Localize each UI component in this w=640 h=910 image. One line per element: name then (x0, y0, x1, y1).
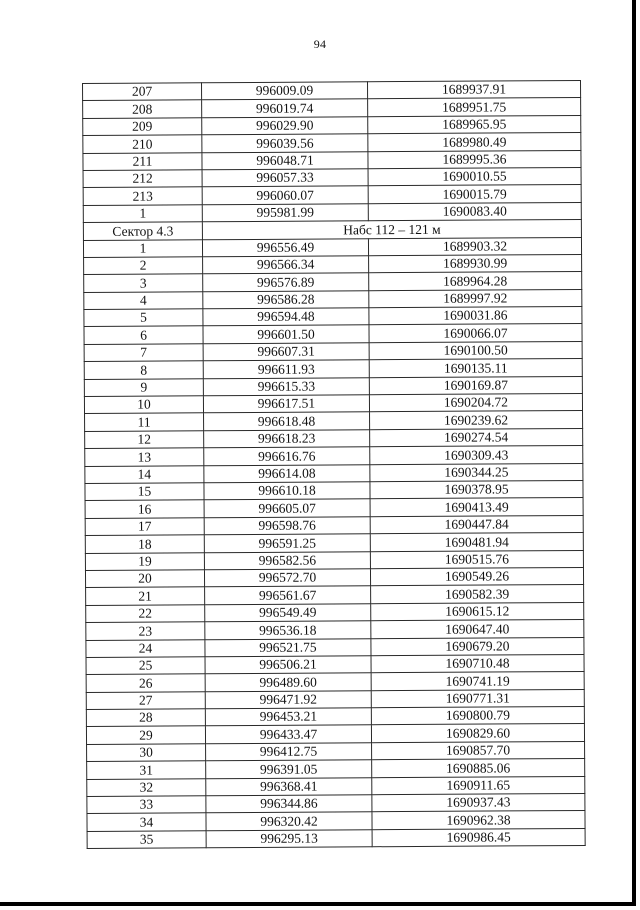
y-coordinate-cell: 1689951.75 (368, 98, 581, 117)
y-coordinate-cell: 1690413.49 (370, 498, 583, 517)
point-number-cell: 7 (84, 344, 203, 362)
point-number-cell: 27 (86, 691, 205, 709)
point-number-cell: 213 (83, 187, 202, 205)
y-coordinate-cell: 1690100.50 (369, 341, 582, 360)
y-coordinate-cell: 1690378.95 (370, 480, 583, 499)
y-coordinate-cell: 1690800.79 (371, 707, 584, 726)
point-number-cell: 6 (84, 326, 203, 344)
x-coordinate-cell: 996561.67 (205, 586, 371, 604)
point-number-cell: 4 (84, 291, 203, 309)
x-coordinate-cell: 996582.56 (204, 551, 370, 569)
x-coordinate-cell: 996412.75 (206, 743, 372, 761)
y-coordinate-cell: 1690615.12 (371, 602, 584, 621)
point-number-cell: 211 (83, 152, 202, 170)
point-number-cell: 19 (85, 552, 204, 570)
x-coordinate-cell: 996572.70 (204, 569, 370, 587)
y-coordinate-cell: 1690481.94 (370, 533, 583, 552)
x-coordinate-cell: 996616.76 (204, 447, 370, 465)
y-coordinate-cell: 1690515.76 (370, 550, 583, 569)
x-coordinate-cell: 996611.93 (203, 360, 369, 378)
x-coordinate-cell: 996614.08 (204, 464, 370, 482)
point-number-cell: 1 (83, 239, 202, 257)
x-coordinate-cell: 996576.89 (203, 273, 369, 291)
y-coordinate-cell: 1690710.48 (371, 654, 584, 673)
x-coordinate-cell: 996536.18 (205, 621, 371, 639)
point-number-cell: 21 (86, 587, 205, 605)
x-coordinate-cell: 996591.25 (204, 534, 370, 552)
point-number-cell: 16 (85, 500, 204, 518)
page-number: 94 (313, 37, 327, 51)
y-coordinate-cell: 1690344.25 (370, 463, 583, 482)
y-coordinate-cell: 1690962.38 (372, 811, 585, 830)
x-coordinate-cell: 996521.75 (205, 638, 371, 656)
point-number-cell: 22 (86, 604, 205, 622)
y-coordinate-cell: 1690015.79 (368, 185, 581, 204)
point-number-cell: 11 (85, 413, 204, 431)
point-number-cell: 10 (84, 396, 203, 414)
point-number-cell: 24 (86, 639, 205, 657)
x-coordinate-cell: 996433.47 (205, 725, 371, 743)
y-coordinate-cell: 1690771.31 (371, 689, 584, 708)
height-range-label: Набс 112 – 121 м (202, 220, 581, 240)
point-number-cell: 5 (84, 309, 203, 327)
point-number-cell: 2 (84, 257, 203, 275)
x-coordinate-cell: 996039.56 (202, 134, 368, 152)
x-coordinate-cell: 996344.86 (206, 795, 372, 813)
coordinates-table (82, 80, 586, 849)
y-coordinate-cell: 1690857.70 (372, 741, 585, 760)
point-number-cell: 18 (85, 535, 204, 553)
point-number-cell: 15 (85, 483, 204, 501)
x-coordinate-cell: 996618.48 (204, 412, 370, 430)
x-coordinate-cell: 996586.28 (203, 290, 369, 308)
point-number-cell: 34 (87, 813, 206, 831)
y-coordinate-cell: 1690309.43 (370, 446, 583, 465)
y-coordinate-cell: 1690066.07 (369, 324, 582, 343)
x-coordinate-cell: 996506.21 (205, 656, 371, 674)
x-coordinate-cell: 996566.34 (203, 256, 369, 274)
y-coordinate-cell: 1690911.65 (372, 776, 585, 795)
point-number-cell: 209 (83, 118, 202, 136)
x-coordinate-cell: 996549.49 (205, 603, 371, 621)
y-coordinate-cell: 1690986.45 (372, 828, 585, 847)
y-coordinate-cell: 1690885.06 (372, 759, 585, 778)
point-number-cell: 32 (87, 778, 206, 796)
point-number-cell: 207 (83, 83, 202, 101)
x-coordinate-cell: 996617.51 (203, 395, 369, 413)
x-coordinate-cell: 996453.21 (205, 708, 371, 726)
x-coordinate-cell: 996607.31 (203, 343, 369, 361)
table-row (87, 828, 585, 848)
x-coordinate-cell: 996489.60 (205, 673, 371, 691)
point-number-cell: 30 (87, 744, 206, 762)
x-coordinate-cell: 996610.18 (204, 482, 370, 500)
x-coordinate-cell: 996594.48 (203, 308, 369, 326)
x-coordinate-cell: 996605.07 (204, 499, 370, 517)
point-number-cell: 3 (84, 274, 203, 292)
x-coordinate-cell: 996368.41 (206, 777, 372, 795)
y-coordinate-cell: 1690204.72 (369, 393, 582, 412)
point-number-cell: 35 (87, 831, 206, 849)
point-number-cell: 26 (86, 674, 205, 692)
point-number-cell: 33 (87, 796, 206, 814)
sector-label: Сектор 4.3 (83, 222, 202, 240)
y-coordinate-cell: 1689995.36 (368, 150, 581, 169)
y-coordinate-cell: 1690647.40 (371, 620, 584, 639)
y-coordinate-cell: 1690169.87 (369, 376, 582, 395)
y-coordinate-cell: 1690829.60 (371, 724, 584, 743)
y-coordinate-cell: 1689903.32 (368, 237, 581, 256)
point-number-cell: 31 (87, 761, 206, 779)
x-coordinate-cell: 996615.33 (203, 377, 369, 395)
y-coordinate-cell: 1690582.39 (371, 585, 584, 604)
x-coordinate-cell: 996601.50 (203, 325, 369, 343)
point-number-cell: 12 (85, 431, 204, 449)
point-number-cell: 25 (86, 657, 205, 675)
y-coordinate-cell: 1690083.40 (368, 202, 581, 221)
point-number-cell: 13 (85, 448, 204, 466)
point-number-cell: 9 (84, 378, 203, 396)
point-number-cell: 1 (83, 205, 202, 223)
x-coordinate-cell: 996471.92 (205, 690, 371, 708)
x-coordinate-cell: 996057.33 (202, 169, 368, 187)
point-number-cell: 14 (85, 465, 204, 483)
point-number-cell: 17 (85, 518, 204, 536)
point-number-cell: 208 (83, 100, 202, 118)
point-number-cell: 29 (86, 726, 205, 744)
y-coordinate-cell: 1689997.92 (369, 289, 582, 308)
y-coordinate-cell: 1690937.43 (372, 793, 585, 812)
x-coordinate-cell: 996320.42 (206, 812, 372, 830)
x-coordinate-cell: 996618.23 (204, 430, 370, 448)
y-coordinate-cell: 1690010.55 (368, 167, 581, 186)
y-coordinate-cell: 1689980.49 (368, 133, 581, 152)
x-coordinate-cell: 996556.49 (202, 238, 368, 256)
x-coordinate-cell: 996019.74 (202, 99, 368, 117)
coordinates-table-body (83, 80, 586, 848)
point-number-cell: 212 (83, 170, 202, 188)
y-coordinate-cell: 1690741.19 (371, 672, 584, 691)
y-coordinate-cell: 1690135.11 (369, 359, 582, 378)
y-coordinate-cell: 1690031.86 (369, 307, 582, 326)
x-coordinate-cell: 996295.13 (206, 830, 372, 848)
point-number-cell: 23 (86, 622, 205, 640)
y-coordinate-cell: 1689937.91 (367, 80, 580, 99)
x-coordinate-cell: 996060.07 (202, 186, 368, 204)
y-coordinate-cell: 1690447.84 (370, 515, 583, 534)
y-coordinate-cell: 1689930.99 (369, 254, 582, 273)
y-coordinate-cell: 1690679.20 (371, 637, 584, 656)
y-coordinate-cell: 1690239.62 (370, 411, 583, 430)
point-number-cell: 20 (85, 570, 204, 588)
x-coordinate-cell: 996009.09 (202, 82, 368, 100)
point-number-cell: 210 (83, 135, 202, 153)
y-coordinate-cell: 1689965.95 (368, 115, 581, 134)
point-number-cell: 8 (84, 361, 203, 379)
y-coordinate-cell: 1690274.54 (370, 428, 583, 447)
x-coordinate-cell: 996029.90 (202, 117, 368, 135)
x-coordinate-cell: 995981.99 (202, 203, 368, 221)
x-coordinate-cell: 996598.76 (204, 517, 370, 535)
y-coordinate-cell: 1690549.26 (370, 567, 583, 586)
y-coordinate-cell: 1689964.28 (369, 272, 582, 291)
point-number-cell: 28 (86, 709, 205, 727)
x-coordinate-cell: 996048.71 (202, 151, 368, 169)
x-coordinate-cell: 996391.05 (206, 760, 372, 778)
